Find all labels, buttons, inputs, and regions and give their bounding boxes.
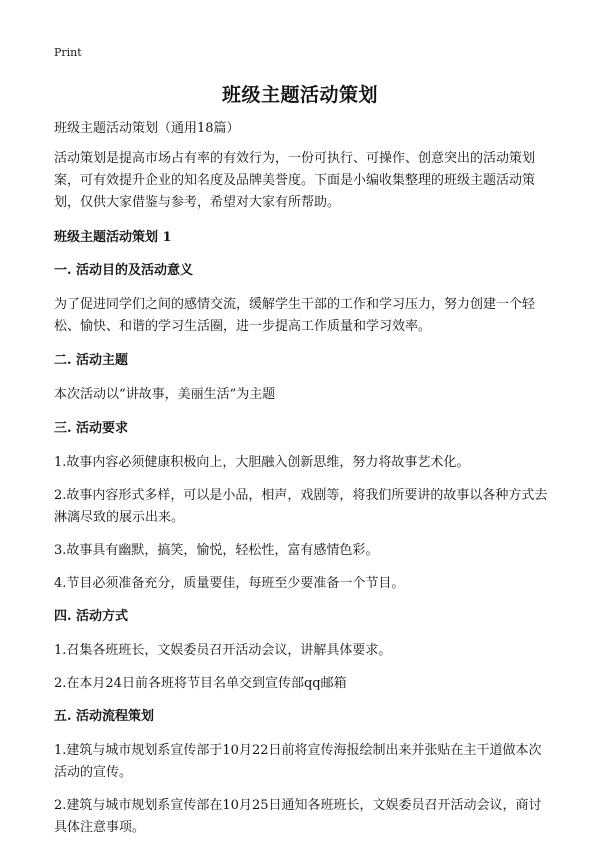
list-item: 1.故事内容必须健康积极向上，大胆融入创新思维，努力将故事艺术化。 xyxy=(54,455,470,470)
intro-paragraph: 活动策划是提高市场占有率的有效行为，一份可执行、可操作、创意突出的活动策划案，可有效提升企业的知名度及品牌美誉度。下面是小编收集整理的班级主题活动策划，仅供大家借鉴与参考，希望对大家有所帮助。 xyxy=(54,151,536,210)
article-heading: 班级主题活动策划 1 xyxy=(54,230,172,245)
section-paragraph: 为了促进同学们之间的感情交流，缓解学生干部的工作和学习压力，努力创建一个轻松、愉快、和谐的学习生活圈，进一步提高工作质量和学习效率。 xyxy=(54,297,536,334)
list-item: 2.建筑与城市规划系宣传部在10月25日通知各班班长，文娱委员召开活动会议，商讨具体注意事项。 xyxy=(54,798,542,835)
section-heading: 二. 活动主题 xyxy=(54,353,129,368)
page-title: 班级主题活动策划 xyxy=(221,84,378,106)
section-heading: 四. 活动方式 xyxy=(54,609,129,624)
article-body xyxy=(54,118,550,850)
section-heading: 三. 活动要求 xyxy=(54,421,129,436)
section-heading: 一. 活动目的及活动意义 xyxy=(54,263,194,278)
sections-container xyxy=(54,260,550,839)
list-item: 1.召集各班班长，文娱委员召开活动会议，讲解具体要求。 xyxy=(54,643,392,658)
section-paragraph: 本次活动以“讲故事，美丽生活”为主题 xyxy=(54,387,276,402)
list-item: 3.故事具有幽默，搞笑，愉悦，轻松性，富有感情色彩。 xyxy=(54,543,379,558)
section-heading: 五. 活动流程策划 xyxy=(54,709,155,724)
print-link[interactable]: Print xyxy=(54,46,82,59)
list-item: 2.故事内容形式多样，可以是小品，相声，戏剧等，将我们所要讲的故事以各种方式去淋漓尽致的展示出来。 xyxy=(54,488,548,525)
list-item: 4.节目必须准备充分，质量要佳，每班至少要准备一个节目。 xyxy=(54,576,405,591)
article-subtitle: 班级主题活动策划（通用18篇） xyxy=(54,121,240,136)
list-item: 2.在本月24日前各班将节目名单交到宣传部qq邮箱 xyxy=(54,676,347,691)
list-item: 1.建筑与城市规划系宣传部于10月22日前将宣传海报绘制出来并张贴在主干道做本次活动的宣传。 xyxy=(54,743,542,780)
